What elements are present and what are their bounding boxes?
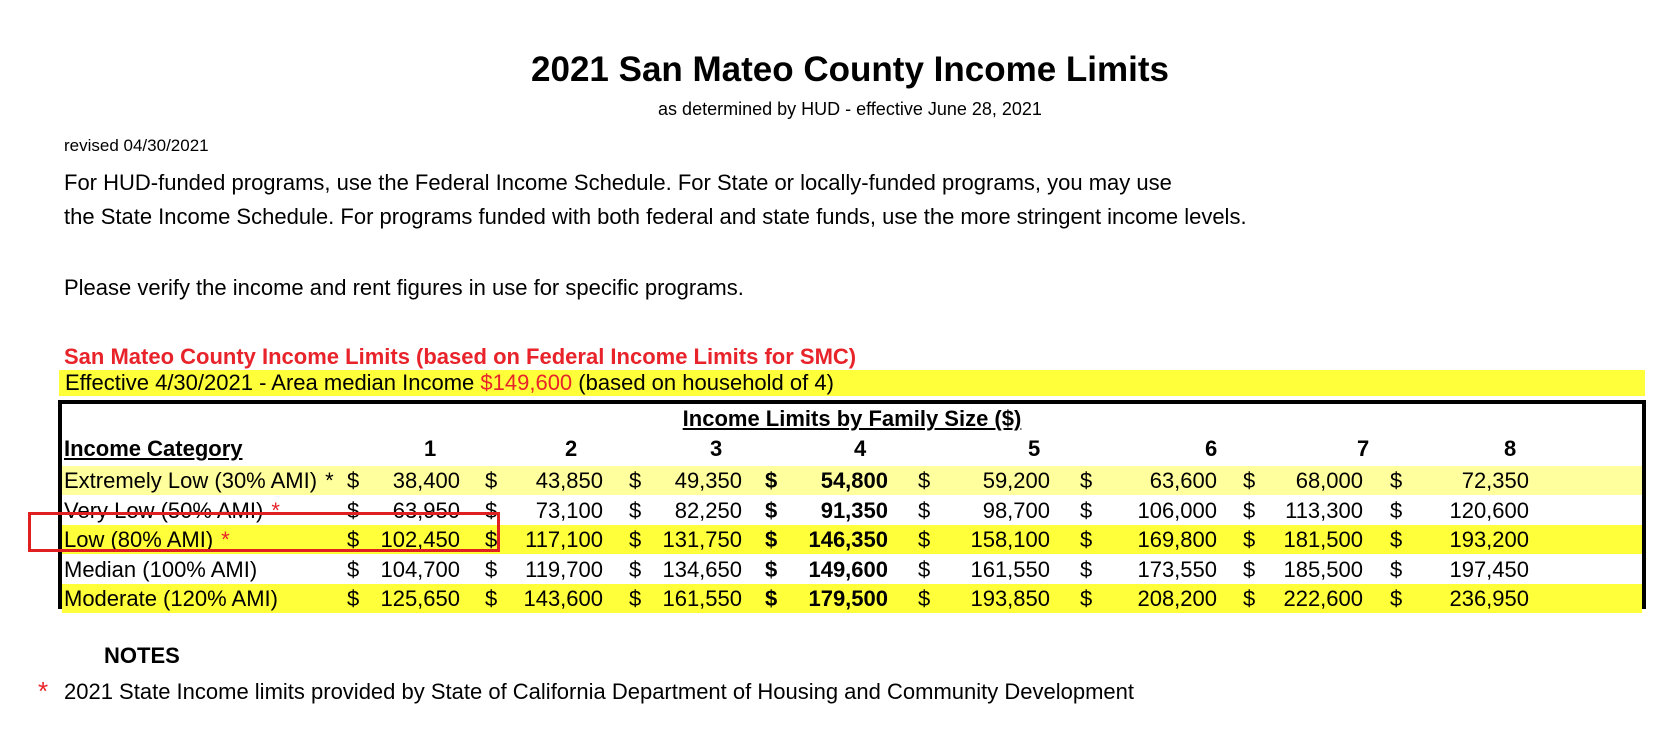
dollar-sign: $	[765, 468, 778, 493]
state-limit-asterisk: *	[271, 497, 280, 523]
family-size-header-7: 7	[1357, 436, 1370, 461]
note-text: 2021 State Income limits provided by State of California Department of Housing and Community Development	[64, 679, 1134, 704]
dollar-sign: $	[629, 468, 642, 493]
income-limit-value: 185,500	[1283, 556, 1363, 582]
income-limit-value: 43,850	[535, 468, 603, 493]
income-limits-table	[58, 400, 1646, 609]
income-category-label	[64, 466, 334, 495]
dollar-sign: $	[1080, 468, 1093, 493]
verify-note: Please verify the income and rent figures in use for specific programs.	[64, 275, 744, 300]
income-limit-value: 54,800	[820, 468, 888, 493]
dollar-sign: $	[765, 586, 778, 611]
income-category-label	[64, 555, 257, 584]
dollar-sign: $	[629, 586, 642, 611]
income-limit-value: 102,450	[380, 527, 460, 552]
dollar-sign: $	[1390, 527, 1403, 552]
notes-heading: NOTES	[104, 643, 180, 668]
dollar-sign: $	[347, 468, 360, 493]
income-limit-value: 236,950	[1449, 586, 1529, 611]
dollar-sign: $	[347, 497, 360, 523]
income-limit-value: 91,350	[820, 497, 888, 523]
income-limit-value: 149,600	[808, 556, 888, 582]
dollar-sign: $	[1390, 586, 1403, 611]
dollar-sign: $	[765, 527, 778, 552]
family-size-header-8: 8	[1504, 436, 1517, 461]
income-limit-value: 68,000	[1295, 468, 1363, 493]
income-limit-value: 181,500	[1283, 527, 1363, 552]
dollar-sign: $	[485, 497, 498, 523]
table-caption: Income Limits by Family Size ($)	[682, 406, 1022, 431]
highlight-box	[28, 512, 500, 552]
income-limit-value: 120,600	[1449, 497, 1529, 523]
dollar-sign: $	[918, 497, 931, 523]
page-title: 2021 San Mateo County Income Limits	[531, 50, 1169, 89]
table-row	[62, 584, 1642, 613]
income-limit-value: 208,200	[1137, 586, 1217, 611]
category-name: Median (100% AMI)	[64, 556, 258, 582]
dollar-sign: $	[918, 527, 931, 552]
income-limit-value: 104,700	[380, 556, 460, 582]
income-limit-value: 73,100	[535, 497, 603, 523]
income-limit-value: 197,450	[1449, 556, 1529, 582]
dollar-sign: $	[1243, 468, 1256, 493]
dollar-sign: $	[485, 527, 498, 552]
dollar-sign: $	[629, 497, 642, 523]
section-heading: San Mateo County Income Limits (based on Federal Income Limits for SMC)	[64, 344, 857, 369]
table-row	[62, 555, 1642, 584]
category-name: Low (80% AMI)	[64, 527, 214, 552]
dollar-sign: $	[765, 497, 778, 523]
income-limit-value: 125,650	[380, 586, 460, 611]
category-name: Extremely Low (30% AMI)	[64, 468, 318, 493]
instructions-line-1: For HUD-funded programs, use the Federal Income Schedule. For State or locally-funded programs, you may use	[64, 170, 1172, 195]
income-limit-value: 63,600	[1149, 468, 1217, 493]
income-limit-value: 134,650	[662, 556, 742, 582]
income-limit-value: 193,200	[1449, 527, 1529, 552]
effective-suffix: (based on household of 4)	[572, 370, 834, 395]
income-limit-value: 161,550	[970, 556, 1050, 582]
income-limit-value: 72,350	[1461, 468, 1529, 493]
income-limit-value: 117,100	[525, 527, 603, 552]
family-size-header-2: 2	[565, 436, 578, 461]
effective-prefix: Effective 4/30/2021 - Area median Income	[65, 370, 481, 395]
family-size-header-4: 4	[854, 436, 867, 461]
dollar-sign: $	[629, 556, 642, 582]
category-name: Very Low (50% AMI)	[64, 497, 264, 523]
income-limit-value: 113,300	[1285, 497, 1363, 523]
dollar-sign: $	[347, 527, 360, 552]
family-size-header-1: 1	[424, 436, 437, 461]
note-asterisk: *	[38, 676, 49, 706]
family-size-header-5: 5	[1028, 436, 1041, 461]
dollar-sign: $	[485, 586, 498, 611]
state-limit-asterisk: *	[325, 468, 334, 493]
dollar-sign: $	[918, 468, 931, 493]
effective-banner	[59, 370, 1645, 396]
income-limit-value: 169,800	[1137, 527, 1217, 552]
state-limit-asterisk: *	[221, 527, 230, 552]
dollar-sign: $	[918, 586, 931, 611]
income-limit-value: 179,500	[808, 586, 888, 611]
dollar-sign: $	[1390, 468, 1403, 493]
dollar-sign: $	[1243, 556, 1256, 582]
dollar-sign: $	[629, 527, 642, 552]
income-limit-value: 161,550	[662, 586, 742, 611]
dollar-sign: $	[485, 556, 498, 582]
income-limit-value: 82,250	[674, 497, 742, 523]
income-limit-value: 119,700	[525, 556, 603, 582]
dollar-sign: $	[1080, 556, 1093, 582]
instructions-line-2: the State Income Schedule. For programs funded with both federal and state funds, use the more stringent income levels.	[64, 204, 1247, 229]
income-limit-value: 158,100	[970, 527, 1050, 552]
income-limit-value: 106,000	[1137, 497, 1217, 523]
income-limit-value: 63,950	[392, 497, 460, 523]
income-limit-value: 131,750	[662, 527, 742, 552]
table-row	[62, 466, 1642, 495]
dollar-sign: $	[485, 468, 498, 493]
income-category-label	[64, 584, 278, 613]
income-limit-value: 193,850	[970, 586, 1050, 611]
dollar-sign: $	[765, 556, 778, 582]
income-limit-value: 143,600	[523, 586, 603, 611]
dollar-sign: $	[1243, 497, 1256, 523]
family-size-header-3: 3	[710, 436, 723, 461]
dollar-sign: $	[918, 556, 931, 582]
income-limit-value: 38,400	[392, 468, 460, 493]
dollar-sign: $	[1390, 497, 1403, 523]
page-subtitle: as determined by HUD - effective June 28, 2021	[658, 99, 1042, 119]
dollar-sign: $	[347, 556, 360, 582]
dollar-sign: $	[1243, 527, 1256, 552]
area-median-income: $149,600	[480, 370, 573, 395]
dollar-sign: $	[1390, 556, 1403, 582]
income-limit-value: 146,350	[808, 527, 888, 552]
dollar-sign: $	[1080, 497, 1093, 523]
income-category-header: Income Category	[64, 436, 243, 461]
income-limit-value: 173,550	[1137, 556, 1217, 582]
income-limit-value: 222,600	[1283, 586, 1363, 611]
dollar-sign: $	[1080, 586, 1093, 611]
family-size-header-6: 6	[1205, 436, 1218, 461]
income-limit-value: 59,200	[982, 468, 1050, 493]
dollar-sign: $	[1080, 527, 1093, 552]
category-name: Moderate (120% AMI)	[64, 586, 278, 611]
dollar-sign: $	[347, 586, 360, 611]
income-limit-value: 98,700	[982, 497, 1050, 523]
revised-date: revised 04/30/2021	[64, 136, 209, 155]
income-limit-value: 49,350	[674, 468, 742, 493]
dollar-sign: $	[1243, 586, 1256, 611]
